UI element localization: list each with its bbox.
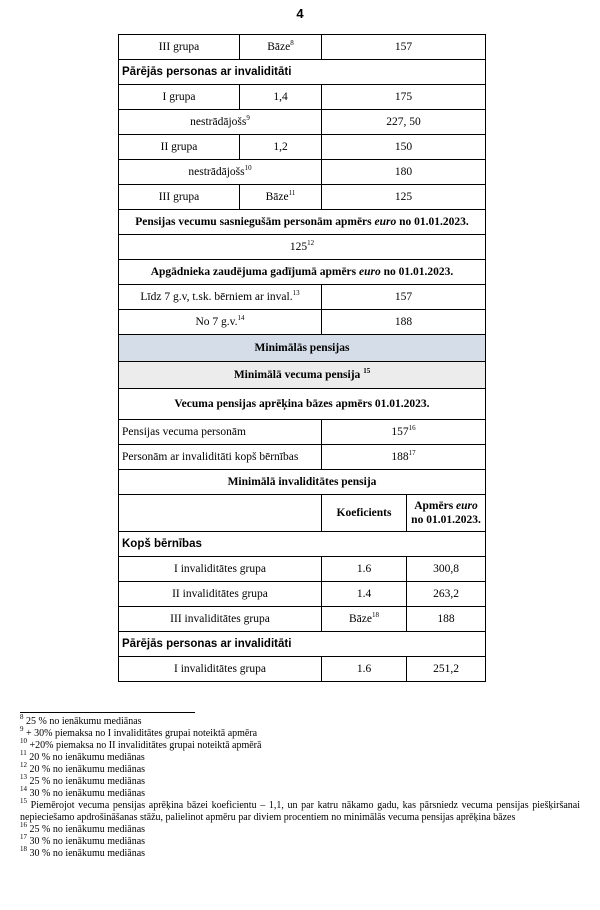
footnote: $^{15}$ Piemērojot vecuma pensijas aprēķina bāzei koeficientu – 1,1, un par katru nākamo gadu, kas pārsniedz vecuma pensijas piešķiršanai nepieciešamo apdrošināšanas stāžu, palielinot apmēru par diviem procentiem no minimālās vecuma pensijas aprēķina bāzes bbox=[20, 797, 580, 823]
table-row: No 7 g.v.$^{14}$ 188 bbox=[119, 310, 486, 335]
min-old-age-heading: Minimālā vecuma pensija $^{15}$ bbox=[119, 362, 486, 389]
footnotes bbox=[20, 713, 580, 860]
header-row bbox=[119, 495, 486, 532]
min-disability-heading: Minimālā invaliditātes pensija bbox=[119, 470, 486, 495]
table-row: I invaliditātes grupa 1.6 300,8 bbox=[119, 557, 486, 582]
table-row: I invaliditātes grupa 1.6 251,2 bbox=[119, 657, 486, 682]
base-heading: Vecuma pensijas aprēķina bāzes apmērs 01.01.2023. bbox=[119, 389, 486, 420]
table-row: Personām ar invaliditāti kopš bērnības $188^{17}$ bbox=[119, 445, 486, 470]
section-row bbox=[119, 389, 486, 420]
min-pensions-heading: Minimālās pensijas bbox=[119, 335, 486, 362]
table-row: III grupa Bāze$^{11}$ 125 bbox=[119, 185, 486, 210]
table-row: III invaliditātes grupa Bāze$^{18}$ 188 bbox=[119, 607, 486, 632]
section-heading-other-2: Pārējās personas ar invaliditāti bbox=[119, 632, 486, 657]
group-cell: III grupa bbox=[119, 35, 240, 60]
footnote: $^{13}$ 25 % no ienākumu mediānas bbox=[20, 773, 146, 787]
table-row: $125^{12}$ bbox=[119, 235, 486, 260]
section-row bbox=[119, 260, 486, 285]
section-row bbox=[119, 210, 486, 235]
footnote: $^{14}$ 30 % no ienākumu mediānas bbox=[20, 785, 146, 799]
table-row: Līdz 7 g.v, t.sk. bērniem ar inval.$^{13}$ 157 bbox=[119, 285, 486, 310]
table-row: I grupa 1,4 175 bbox=[119, 85, 486, 110]
footnote: $^{10}$ +20% piemaksa no II invaliditātes grupai noteiktā apmērā bbox=[20, 737, 262, 751]
amount-cell: 157 bbox=[322, 35, 486, 60]
table-row: II invaliditātes grupa 1.4 263,2 bbox=[119, 582, 486, 607]
table-row: Pensijas vecuma personām $157^{16}$ bbox=[119, 420, 486, 445]
footnote: $^{12}$ 20 % no ienākumu mediānas bbox=[20, 761, 146, 775]
survivor-heading: Apgādnieka zaudējuma gadījumā apmērs euro no 01.01.2023. bbox=[119, 260, 486, 285]
footnote: $^{16}$ 25 % no ienākumu mediānas bbox=[20, 821, 146, 835]
page-number: 4 bbox=[296, 6, 304, 21]
section-row bbox=[119, 632, 486, 657]
section-row bbox=[119, 362, 486, 389]
table-row bbox=[119, 35, 486, 60]
footnote: $^{18}$ 30 % no ienākumu mediānas bbox=[20, 845, 146, 859]
section-row bbox=[119, 532, 486, 557]
table-row: nestrādājošs$^9$ 227, 50 bbox=[119, 110, 486, 135]
pension-table bbox=[118, 34, 486, 682]
coef-cell: Bāze$^8$ bbox=[240, 35, 322, 60]
section-heading-childhood: Kopš bērnības bbox=[119, 532, 486, 557]
table-row: nestrādājošs$^{10}$ 180 bbox=[119, 160, 486, 185]
section-row bbox=[119, 335, 486, 362]
footnote: $^9$ + 30% piemaksa no I invaliditātes grupai noteiktā apmēra bbox=[20, 725, 258, 739]
col-header-amount: Apmērs euro no 01.01.2023. bbox=[407, 495, 486, 532]
footnote: $^{17}$ 30 % no ienākumu mediānas bbox=[20, 833, 146, 847]
section-row bbox=[119, 60, 486, 85]
footnote-separator bbox=[20, 712, 195, 713]
section-row bbox=[119, 470, 486, 495]
age-pension-heading: Pensijas vecumu sasniegušām personām apmērs euro no 01.01.2023. bbox=[119, 210, 486, 235]
col-header-coef: Koeficients bbox=[322, 495, 407, 532]
footnote: $^{11}$ 20 % no ienākumu mediānas bbox=[20, 749, 145, 763]
footnote: $^8$ 25 % no ienākumu mediānas bbox=[20, 713, 142, 727]
table-row: II grupa 1,2 150 bbox=[119, 135, 486, 160]
section-heading-other: Pārējās personas ar invaliditāti bbox=[119, 60, 486, 85]
